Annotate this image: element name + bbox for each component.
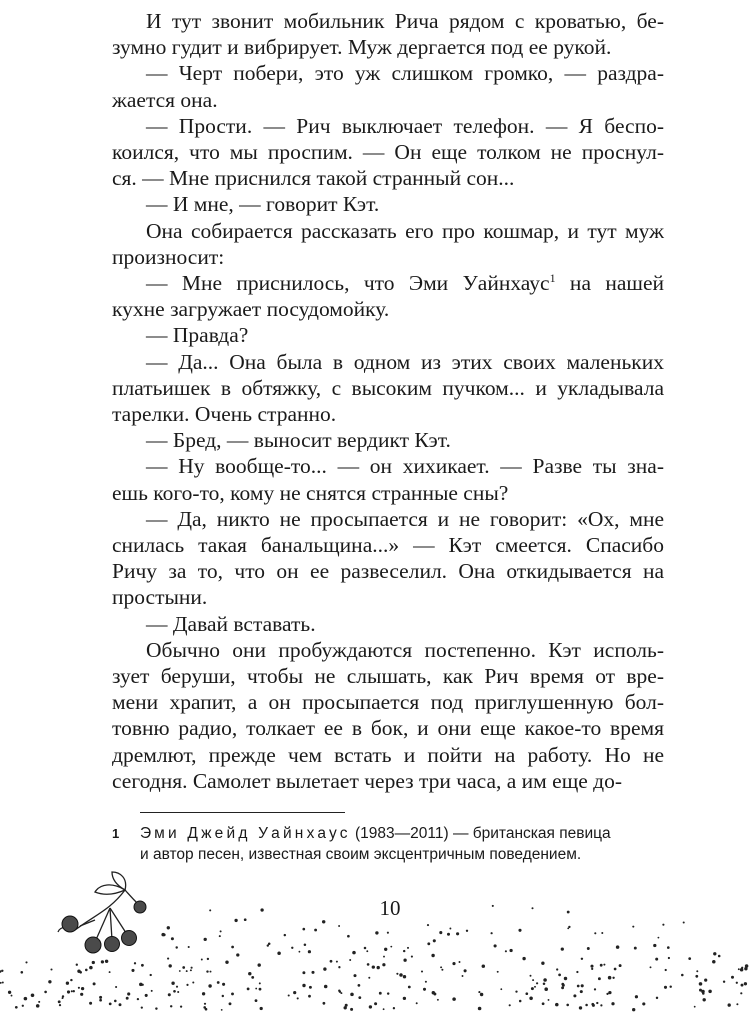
text-line: зует беруши, чтобы не слышать, как Рич время от вре- — [112, 664, 664, 689]
page-number: 10 — [379, 896, 401, 920]
text-line: — Бред, — выносит вердикт Кэт. — [146, 428, 451, 453]
text-line: жается она. — [112, 87, 218, 112]
text-line: — Черт побери, это уж слишком громко, — раздра- — [146, 61, 664, 86]
cherry-decoration — [0, 870, 753, 1012]
text-line: — Мне приснилось, что Эми Уайнхаус$^1$ на нашей — [146, 271, 665, 296]
text-line: платьишек в обтяжку, с высоким пучком... и укладывала — [112, 375, 664, 400]
text-line: — Да... Она была в одном из этих своих маленьких — [146, 349, 664, 374]
text-line: Она собирается рассказать его про кошмар, и тут муж — [146, 218, 664, 243]
text-line: дремлют, прежде чем встать и пойти на работу. Но не — [112, 742, 664, 767]
footnote-text-1: (1983—2011) — британская певица — [350, 825, 611, 842]
text-line: — Прости. — Рич выключает телефон. — Я беспо- — [146, 113, 664, 138]
text-line: И тут звонит мобильник Рича рядом с кроватью, бе- — [146, 9, 664, 33]
text-line: кухне загружает посудомойку. — [112, 297, 390, 322]
text-line: зумно гудит и вибрирует. Муж дергается под ее рукой. — [112, 35, 612, 60]
text-line: тарелки. Очень странно. — [112, 402, 337, 427]
text-line: — Давай вставать. — [146, 611, 316, 636]
text-line: мени храпит, а он просыпается под приглушенную бол- — [112, 690, 664, 715]
text-line: снилась такая банальщина...» — Кэт смеется. Спасибо — [112, 533, 664, 558]
text-line: сегодня. Самолет вылетает через три часа, а им еще до- — [112, 768, 623, 793]
text-line: товню радио, толкает ее в бок, и они еще какое-то время — [112, 716, 664, 741]
footnote-name: Эми Джейд Уайнхаус — [140, 825, 351, 842]
text-line: коился, что мы проспим. — Он еще толком не проснул- — [112, 140, 664, 165]
footnote-text-2: и автор песен, известная своим эксцентричным поведением. — [140, 846, 582, 863]
footnote — [112, 823, 672, 865]
cherry-berries — [62, 901, 146, 953]
footnote-mark: 1 — [549, 271, 556, 286]
text-line: — И мне, — говорит Кэт. — [146, 192, 380, 217]
body-text — [112, 8, 664, 794]
text-line: ешь кого-то, кому не снятся странные сны? — [112, 480, 509, 505]
text-line: Обычно они пробуждаются постепенно. Кэт исполь- — [146, 637, 664, 662]
dot-pattern — [0, 905, 748, 1012]
text-line: — Да, никто не просыпается и не говорит: «Ох, мне — [146, 506, 664, 531]
text-line: ся. — Мне приснился такой странный сон... — [112, 166, 515, 191]
footnote-number: 1 — [112, 826, 120, 841]
footnote-rule — [140, 812, 345, 813]
text-line: простыни. — [112, 585, 208, 610]
text-line: — Ну вообще-то... — он хихикает. — Разве ты зна- — [146, 454, 664, 479]
text-line: Ричу за то, что он ее развеселил. Она откидывается на — [112, 559, 664, 584]
text-line: — Правда? — [146, 323, 249, 348]
text-line: произносит: — [112, 244, 225, 269]
